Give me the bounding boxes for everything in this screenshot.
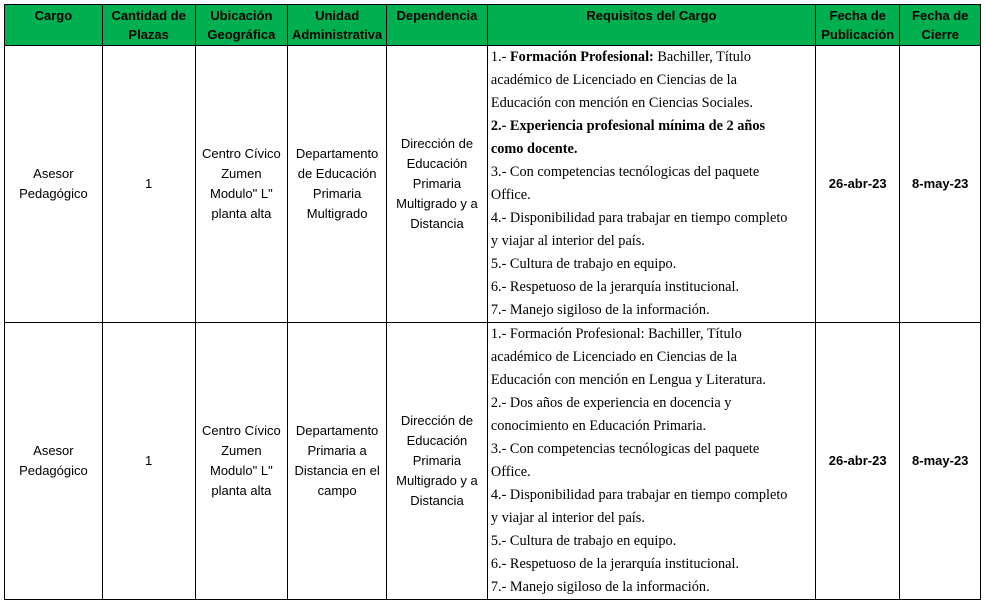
requisito-line bbox=[491, 46, 813, 69]
ubicacion-cell bbox=[195, 46, 288, 323]
ubicacion-line: Zumen bbox=[221, 443, 262, 458]
header-publicacion-line2: Publicación bbox=[821, 27, 895, 42]
cantidad-value: 1 bbox=[145, 453, 153, 468]
requisito-line: como docente. bbox=[490, 141, 578, 157]
dependencia-line: Multigrado y a bbox=[396, 473, 478, 488]
requisito-line: académico de Licenciado en Ciencias de la bbox=[490, 72, 737, 88]
requisito-line: 5.- Cultura de trabajo en equipo. bbox=[490, 533, 677, 549]
header-publicacion bbox=[815, 5, 900, 46]
table-row bbox=[5, 46, 981, 323]
header-cantidad bbox=[102, 5, 195, 46]
header-row bbox=[5, 5, 981, 46]
header-dependencia-label: Dependencia bbox=[396, 8, 478, 23]
requisito-line: 3.- Con competencias tecnólogicas del paquete bbox=[490, 164, 760, 180]
unidad-cell bbox=[288, 46, 387, 323]
fecha-cierre-cell bbox=[900, 323, 981, 600]
header-cargo bbox=[5, 5, 103, 46]
requisito-line: y viajar al interior del país. bbox=[490, 510, 645, 526]
fecha-publicacion-cell bbox=[815, 323, 900, 600]
cargo-line: Asesor bbox=[33, 443, 74, 458]
requisito-line: 6.- Respetuoso de la jerarquía institucional. bbox=[490, 556, 740, 572]
fecha-publicacion-cell bbox=[815, 46, 900, 323]
cantidad-cell bbox=[102, 323, 195, 600]
cantidad-value: 1 bbox=[145, 176, 153, 191]
requisito-line: 5.- Cultura de trabajo en equipo. bbox=[490, 256, 677, 272]
vacancies-table bbox=[4, 4, 981, 600]
requisito-line: 6.- Respetuoso de la jerarquía institucional. bbox=[490, 279, 740, 295]
requisito-line: y viajar al interior del país. bbox=[490, 233, 645, 249]
cargo-cell bbox=[5, 323, 103, 600]
requisitos-cell bbox=[487, 46, 815, 323]
fecha-cierre-value: 8-may-23 bbox=[912, 176, 969, 191]
fecha-publicacion-value: 26-abr-23 bbox=[828, 176, 887, 191]
unidad-line: Departamento bbox=[295, 423, 379, 438]
ubicacion-line: Modulo" L" bbox=[209, 463, 273, 478]
header-cantidad-line1: Cantidad de bbox=[111, 8, 186, 23]
header-unidad-line1: Unidad bbox=[315, 8, 360, 23]
header-unidad bbox=[288, 5, 387, 46]
dependencia-cell bbox=[387, 323, 488, 600]
ubicacion-line: Zumen bbox=[221, 166, 262, 181]
header-cantidad-line2: Plazas bbox=[128, 27, 169, 42]
requisito-line: conocimiento en Educación Primaria. bbox=[490, 418, 707, 434]
requisito-line: 3.- Con competencias tecnólogicas del paquete bbox=[490, 441, 760, 457]
ubicacion-line: planta alta bbox=[211, 483, 272, 498]
header-cargo-label: Cargo bbox=[34, 8, 73, 23]
unidad-line: Departamento bbox=[295, 146, 379, 161]
dependencia-line: Dirección de bbox=[400, 136, 474, 151]
cargo-line: Pedagógico bbox=[19, 463, 88, 478]
requisito-line: 7.- Manejo sigiloso de la información. bbox=[490, 579, 710, 595]
requisito-line: 4.- Disponibilidad para trabajar en tiempo completo bbox=[490, 210, 788, 226]
requisito-line: 1.- Formación Profesional: Bachiller, Título bbox=[490, 326, 742, 342]
ubicacion-cell bbox=[195, 323, 288, 600]
dependencia-line: Educación bbox=[406, 156, 468, 171]
unidad-line: Primaria a bbox=[307, 443, 367, 458]
cargo-line: Pedagógico bbox=[19, 186, 88, 201]
header-cierre bbox=[900, 5, 981, 46]
cargo-line: Asesor bbox=[33, 166, 74, 181]
header-dependencia bbox=[387, 5, 488, 46]
header-cierre-line1: Fecha de bbox=[912, 8, 969, 23]
fecha-publicacion-value: 26-abr-23 bbox=[828, 453, 887, 468]
dependencia-line: Distancia bbox=[410, 493, 464, 508]
requisito-line: académico de Licenciado en Ciencias de la bbox=[490, 349, 737, 365]
unidad-line: Distancia en el bbox=[294, 463, 380, 478]
dependencia-line: Primaria bbox=[412, 453, 462, 468]
requisito-line: Educación con mención en Lengua y Literatura. bbox=[490, 372, 766, 388]
dependencia-cell bbox=[387, 46, 488, 323]
dependencia-line: Educación bbox=[406, 433, 468, 448]
fecha-cierre-cell bbox=[900, 46, 981, 323]
header-requisitos bbox=[487, 5, 815, 46]
fecha-cierre-value: 8-may-23 bbox=[912, 453, 969, 468]
requisito-line: 7.- Manejo sigiloso de la información. bbox=[490, 302, 710, 318]
cantidad-cell bbox=[102, 46, 195, 323]
requisito-label: Formación Profesional: bbox=[509, 49, 654, 65]
requisito-line: 2.- Dos años de experiencia en docencia y bbox=[490, 395, 732, 411]
header-ubicacion-line2: Geográfica bbox=[207, 27, 276, 42]
header-ubicacion bbox=[195, 5, 288, 46]
header-publicacion-line1: Fecha de bbox=[829, 8, 886, 23]
dependencia-line: Distancia bbox=[410, 216, 464, 231]
requisito-line: Office. bbox=[490, 464, 531, 480]
requisito-line: 4.- Disponibilidad para trabajar en tiempo completo bbox=[490, 487, 788, 503]
dependencia-line: Multigrado y a bbox=[396, 196, 478, 211]
requisito-line: Educación con mención en Ciencias Sociales. bbox=[490, 95, 753, 111]
dependencia-line: Primaria bbox=[412, 176, 462, 191]
requisito-line: Office. bbox=[490, 187, 531, 203]
header-requisitos-label: Requisitos del Cargo bbox=[586, 8, 717, 23]
unidad-line: campo bbox=[317, 483, 357, 498]
unidad-line: Multigrado bbox=[306, 206, 368, 221]
requisito-number: 1.- bbox=[490, 49, 510, 65]
unidad-line: de Educación bbox=[297, 166, 377, 181]
cargo-cell bbox=[5, 46, 103, 323]
ubicacion-line: Modulo" L" bbox=[209, 186, 273, 201]
unidad-line: Primaria bbox=[312, 186, 362, 201]
header-ubicacion-line1: Ubicación bbox=[210, 8, 273, 23]
unidad-cell bbox=[288, 323, 387, 600]
ubicacion-line: Centro Cívico bbox=[201, 146, 281, 161]
requisitos-cell bbox=[487, 323, 815, 600]
requisito-line: 2.- Experiencia profesional mínima de 2 años bbox=[490, 118, 766, 134]
header-unidad-line2: Administrativa bbox=[291, 27, 383, 42]
dependencia-line: Dirección de bbox=[400, 413, 474, 428]
table-row bbox=[5, 323, 981, 600]
header-cierre-line2: Cierre bbox=[921, 27, 960, 42]
requisito-text: Bachiller, Título bbox=[653, 49, 752, 65]
ubicacion-line: Centro Cívico bbox=[201, 423, 281, 438]
ubicacion-line: planta alta bbox=[211, 206, 272, 221]
